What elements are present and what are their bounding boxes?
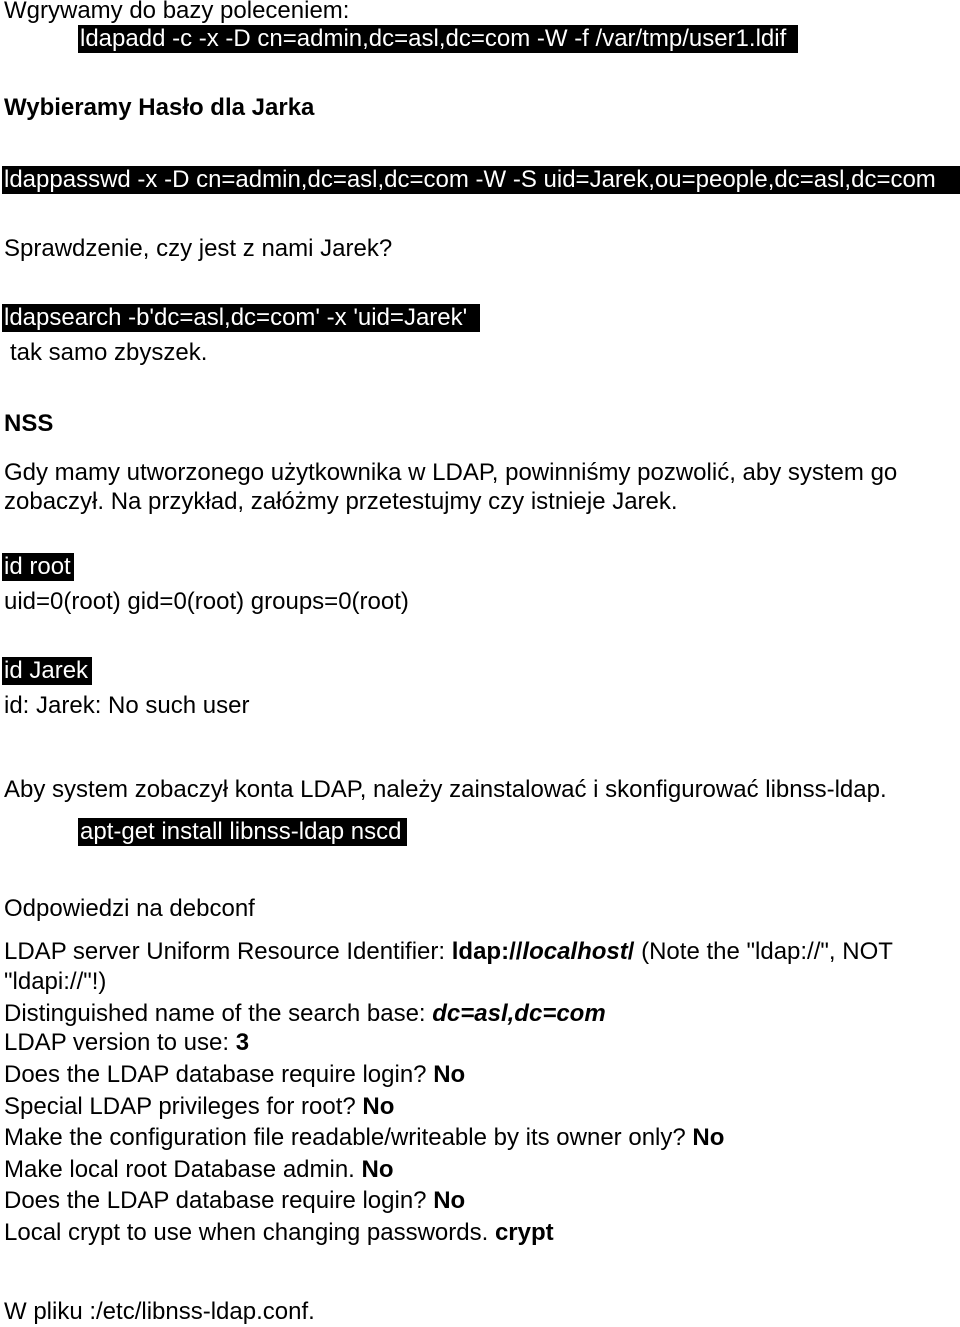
root-admin-label: Make local root Database admin. <box>4 1156 362 1183</box>
require-login-line-2 <box>4 1186 465 1216</box>
uri-note-line2: "ldapi://"!) <box>4 968 107 995</box>
ldap-version-label: LDAP version to use: <box>4 1029 236 1056</box>
ldapsearch-command: ldapsearch -b'dc=asl,dc=com' -x 'uid=Jarek' <box>2 304 480 332</box>
id-jarek-command: id Jarek <box>2 657 92 685</box>
debconf-heading: Odpowiedzi na debconf <box>4 895 255 922</box>
search-base-label: Distinguished name of the search base: <box>4 1000 433 1027</box>
id-root-command: id root <box>2 553 74 581</box>
config-readable-value: No <box>692 1124 725 1151</box>
root-privileges-label: Special LDAP privileges for root? <box>4 1093 363 1120</box>
require-login-value-2: No <box>433 1187 466 1214</box>
root-privileges-line <box>4 1092 394 1122</box>
local-crypt-value: crypt <box>494 1219 554 1246</box>
nss-paragraph-line1: Gdy mamy utworzonego użytkownika w LDAP, powinniśmy pozwolić, aby system go <box>4 459 898 486</box>
config-file-text: W pliku :/etc/libnss-ldap.conf. <box>4 1298 315 1325</box>
uri-line <box>4 937 893 967</box>
uri-host: localhost <box>522 938 628 965</box>
config-readable-line <box>4 1123 724 1153</box>
apt-get-command: apt-get install libnss-ldap nscd <box>78 818 407 846</box>
ldap-version-line <box>4 1028 249 1058</box>
require-login-label-2: Does the LDAP database require login? <box>4 1187 434 1214</box>
require-login-label: Does the LDAP database require login? <box>4 1061 434 1088</box>
check-text: Sprawdzenie, czy jest z nami Jarek? <box>4 235 393 262</box>
uri-suffix: / <box>627 938 635 965</box>
same-text: tak samo zbyszek. <box>10 339 208 366</box>
uri-prefix: ldap:// <box>451 938 523 965</box>
root-admin-line <box>4 1155 394 1185</box>
id-root-output: uid=0(root) gid=0(root) groups=0(root) <box>4 588 409 615</box>
nss-heading: NSS <box>4 410 54 437</box>
require-login-line <box>4 1060 465 1090</box>
ldappasswd-command: ldappasswd -x -D cn=admin,dc=asl,dc=com -W -S uid=Jarek,ou=people,dc=asl,dc=com <box>2 166 960 194</box>
install-text: Aby system zobaczył konta LDAP, należy zainstalować i skonfigurować libnss-ldap. <box>4 776 887 803</box>
ldapadd-command: ldapadd -c -x -D cn=admin,dc=asl,dc=com -W -f /var/tmp/user1.ldif <box>78 25 798 53</box>
password-heading: Wybieramy Hasło dla Jarka <box>4 94 315 121</box>
nss-paragraph-line2: zobaczył. Na przykład, załóżmy przetestujmy czy istnieje Jarek. <box>4 488 678 515</box>
search-base-line <box>4 999 606 1029</box>
ldap-version-value: 3 <box>235 1029 250 1056</box>
local-crypt-line <box>4 1218 554 1248</box>
root-admin-value: No <box>361 1156 394 1183</box>
uri-note: (Note the "ldap://", NOT <box>634 938 893 965</box>
id-jarek-output: id: Jarek: No such user <box>4 692 250 719</box>
config-readable-label: Make the configuration file readable/writeable by its owner only? <box>4 1124 693 1151</box>
local-crypt-label: Local crypt to use when changing passwords. <box>4 1219 495 1246</box>
load-instruction: Wgrywamy do bazy poleceniem: <box>4 0 350 24</box>
search-base-value: dc=asl,dc=com <box>432 1000 606 1027</box>
require-login-value: No <box>433 1061 466 1088</box>
root-privileges-value: No <box>362 1093 395 1120</box>
uri-label: LDAP server Uniform Resource Identifier: <box>4 938 452 965</box>
